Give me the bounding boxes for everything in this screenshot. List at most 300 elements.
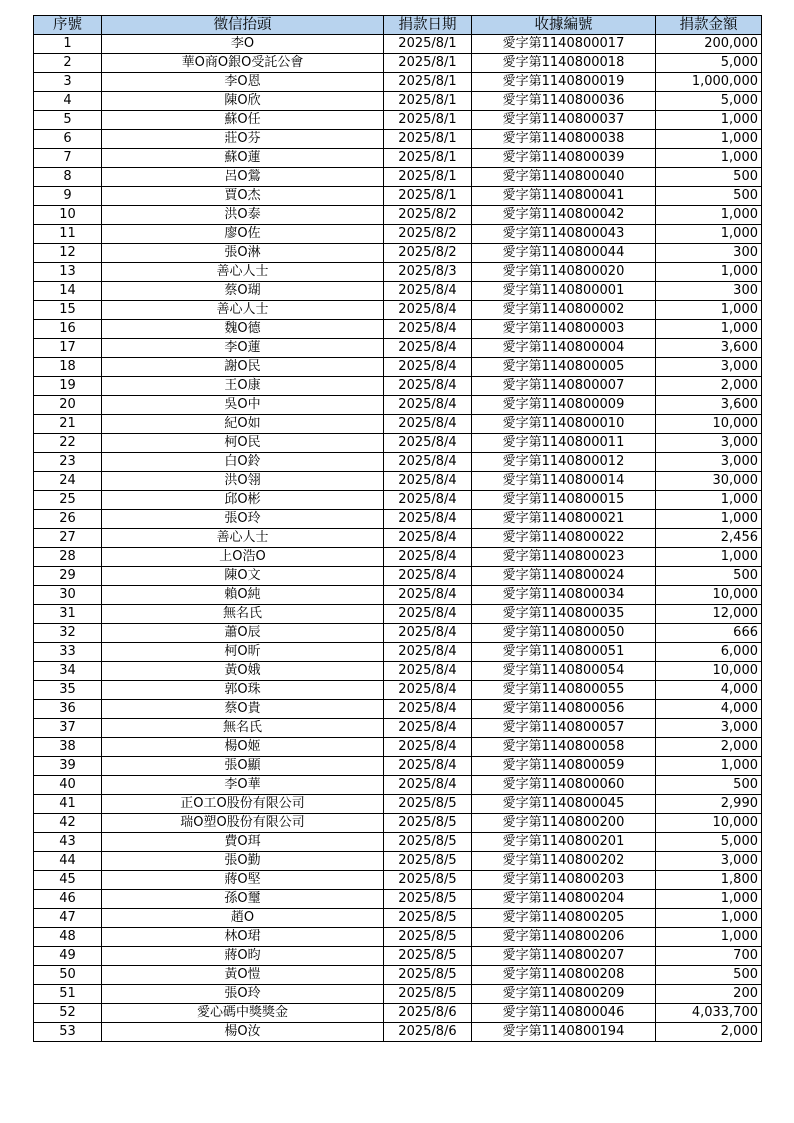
cell-seq: 16: [34, 320, 102, 339]
cell-seq: 12: [34, 244, 102, 263]
cell-name: 莊O芬: [102, 130, 384, 149]
cell-seq: 20: [34, 396, 102, 415]
header-seq: 序號: [34, 16, 102, 35]
cell-amount: 1,000: [656, 111, 762, 130]
cell-name: 洪O泰: [102, 206, 384, 225]
cell-name: 白O鈴: [102, 453, 384, 472]
cell-seq: 21: [34, 415, 102, 434]
cell-name: 蘇O任: [102, 111, 384, 130]
cell-date: 2025/8/1: [384, 168, 472, 187]
cell-seq: 50: [34, 966, 102, 985]
cell-name: 賈O杰: [102, 187, 384, 206]
cell-date: 2025/8/4: [384, 282, 472, 301]
cell-receipt: 愛字第1140800051: [472, 643, 656, 662]
cell-date: 2025/8/5: [384, 833, 472, 852]
table-row: [34, 73, 762, 92]
cell-seq: 11: [34, 225, 102, 244]
table-row: [34, 909, 762, 928]
cell-name: 善心人士: [102, 263, 384, 282]
cell-seq: 32: [34, 624, 102, 643]
cell-date: 2025/8/4: [384, 586, 472, 605]
cell-date: 2025/8/4: [384, 491, 472, 510]
cell-date: 2025/8/4: [384, 776, 472, 795]
cell-date: 2025/8/4: [384, 320, 472, 339]
table-row: [34, 1023, 762, 1042]
cell-seq: 19: [34, 377, 102, 396]
cell-name: 洪O翎: [102, 472, 384, 491]
cell-date: 2025/8/4: [384, 681, 472, 700]
cell-name: 瑞O塑O股份有限公司: [102, 814, 384, 833]
cell-amount: 10,000: [656, 662, 762, 681]
table-row: [34, 871, 762, 890]
cell-date: 2025/8/5: [384, 890, 472, 909]
cell-amount: 3,000: [656, 453, 762, 472]
cell-receipt: 愛字第1140800037: [472, 111, 656, 130]
cell-receipt: 愛字第1140800020: [472, 263, 656, 282]
table-row: [34, 776, 762, 795]
cell-name: 紀O如: [102, 415, 384, 434]
cell-receipt: 愛字第1140800004: [472, 339, 656, 358]
table-row: [34, 263, 762, 282]
table-row: [34, 510, 762, 529]
cell-date: 2025/8/2: [384, 225, 472, 244]
cell-amount: 10,000: [656, 415, 762, 434]
cell-date: 2025/8/4: [384, 624, 472, 643]
cell-seq: 25: [34, 491, 102, 510]
table-row: [34, 814, 762, 833]
cell-seq: 4: [34, 92, 102, 111]
table-row: [34, 358, 762, 377]
cell-receipt: 愛字第1140800209: [472, 985, 656, 1004]
table-row: [34, 92, 762, 111]
cell-date: 2025/8/1: [384, 92, 472, 111]
cell-receipt: 愛字第1140800206: [472, 928, 656, 947]
table-row: [34, 472, 762, 491]
cell-name: 柯O昕: [102, 643, 384, 662]
cell-date: 2025/8/4: [384, 757, 472, 776]
cell-name: 廖O佐: [102, 225, 384, 244]
header-amount: 捐款金額: [656, 16, 762, 35]
table-row: [34, 491, 762, 510]
cell-receipt: 愛字第1140800041: [472, 187, 656, 206]
cell-amount: 10,000: [656, 586, 762, 605]
cell-amount: 1,000: [656, 149, 762, 168]
cell-date: 2025/8/1: [384, 130, 472, 149]
cell-name: 邱O彬: [102, 491, 384, 510]
cell-receipt: 愛字第1140800003: [472, 320, 656, 339]
table-row: [34, 890, 762, 909]
cell-receipt: 愛字第1140800054: [472, 662, 656, 681]
cell-seq: 43: [34, 833, 102, 852]
header-name: 徵信抬頭: [102, 16, 384, 35]
cell-name: 張O玲: [102, 985, 384, 1004]
cell-name: 賴O純: [102, 586, 384, 605]
cell-receipt: 愛字第1140800207: [472, 947, 656, 966]
table-row: [34, 225, 762, 244]
table-body: [34, 35, 762, 1042]
cell-receipt: 愛字第1140800050: [472, 624, 656, 643]
cell-receipt: 愛字第1140800194: [472, 1023, 656, 1042]
cell-name: 楊O汝: [102, 1023, 384, 1042]
cell-name: 陳O文: [102, 567, 384, 586]
cell-date: 2025/8/5: [384, 928, 472, 947]
cell-date: 2025/8/6: [384, 1004, 472, 1023]
cell-name: 趙O: [102, 909, 384, 928]
cell-seq: 10: [34, 206, 102, 225]
cell-seq: 41: [34, 795, 102, 814]
cell-receipt: 愛字第1140800040: [472, 168, 656, 187]
table-row: [34, 282, 762, 301]
cell-date: 2025/8/4: [384, 415, 472, 434]
cell-name: 張O淋: [102, 244, 384, 263]
cell-date: 2025/8/4: [384, 548, 472, 567]
cell-amount: 200,000: [656, 35, 762, 54]
cell-amount: 3,600: [656, 396, 762, 415]
table-row: [34, 643, 762, 662]
cell-date: 2025/8/4: [384, 662, 472, 681]
cell-seq: 30: [34, 586, 102, 605]
cell-amount: 1,800: [656, 871, 762, 890]
cell-date: 2025/8/4: [384, 529, 472, 548]
cell-amount: 3,600: [656, 339, 762, 358]
cell-name: 黃O愷: [102, 966, 384, 985]
cell-amount: 3,000: [656, 358, 762, 377]
cell-name: 張O玲: [102, 510, 384, 529]
cell-receipt: 愛字第1140800058: [472, 738, 656, 757]
cell-amount: 5,000: [656, 54, 762, 73]
table-row: [34, 719, 762, 738]
cell-seq: 44: [34, 852, 102, 871]
header-receipt: 收據編號: [472, 16, 656, 35]
cell-seq: 24: [34, 472, 102, 491]
cell-amount: 500: [656, 776, 762, 795]
cell-seq: 15: [34, 301, 102, 320]
cell-amount: 1,000,000: [656, 73, 762, 92]
cell-date: 2025/8/1: [384, 111, 472, 130]
table-row: [34, 149, 762, 168]
table-row: [34, 852, 762, 871]
cell-amount: 1,000: [656, 491, 762, 510]
cell-date: 2025/8/4: [384, 472, 472, 491]
cell-amount: 6,000: [656, 643, 762, 662]
cell-seq: 53: [34, 1023, 102, 1042]
cell-receipt: 愛字第1140800208: [472, 966, 656, 985]
cell-receipt: 愛字第1140800045: [472, 795, 656, 814]
cell-receipt: 愛字第1140800039: [472, 149, 656, 168]
cell-receipt: 愛字第1140800200: [472, 814, 656, 833]
table-row: [34, 605, 762, 624]
cell-date: 2025/8/4: [384, 434, 472, 453]
cell-amount: 12,000: [656, 605, 762, 624]
cell-date: 2025/8/5: [384, 947, 472, 966]
table-row: [34, 833, 762, 852]
cell-date: 2025/8/4: [384, 453, 472, 472]
cell-date: 2025/8/4: [384, 396, 472, 415]
cell-seq: 3: [34, 73, 102, 92]
table-row: [34, 548, 762, 567]
table-row: [34, 35, 762, 54]
cell-amount: 5,000: [656, 833, 762, 852]
cell-amount: 2,000: [656, 738, 762, 757]
cell-name: 蕭O辰: [102, 624, 384, 643]
header-date: 捐款日期: [384, 16, 472, 35]
cell-date: 2025/8/5: [384, 909, 472, 928]
cell-receipt: 愛字第1140800005: [472, 358, 656, 377]
table-row: [34, 738, 762, 757]
cell-amount: 1,000: [656, 130, 762, 149]
cell-receipt: 愛字第1140800038: [472, 130, 656, 149]
table-row: [34, 244, 762, 263]
cell-amount: 2,990: [656, 795, 762, 814]
cell-amount: 10,000: [656, 814, 762, 833]
cell-receipt: 愛字第1140800007: [472, 377, 656, 396]
cell-amount: 666: [656, 624, 762, 643]
cell-name: 李O恩: [102, 73, 384, 92]
table-row: [34, 947, 762, 966]
cell-date: 2025/8/4: [384, 643, 472, 662]
cell-amount: 30,000: [656, 472, 762, 491]
cell-amount: 1,000: [656, 548, 762, 567]
cell-receipt: 愛字第1140800035: [472, 605, 656, 624]
table-row: [34, 795, 762, 814]
table-row: [34, 586, 762, 605]
cell-receipt: 愛字第1140800012: [472, 453, 656, 472]
cell-amount: 500: [656, 168, 762, 187]
cell-amount: 1,000: [656, 263, 762, 282]
table-row: [34, 662, 762, 681]
cell-name: 李O華: [102, 776, 384, 795]
cell-seq: 2: [34, 54, 102, 73]
cell-name: 楊O姬: [102, 738, 384, 757]
cell-date: 2025/8/1: [384, 187, 472, 206]
table-row: [34, 681, 762, 700]
cell-amount: 2,456: [656, 529, 762, 548]
cell-receipt: 愛字第1140800204: [472, 890, 656, 909]
cell-date: 2025/8/4: [384, 358, 472, 377]
cell-seq: 45: [34, 871, 102, 890]
cell-receipt: 愛字第1140800203: [472, 871, 656, 890]
cell-seq: 51: [34, 985, 102, 1004]
cell-receipt: 愛字第1140800014: [472, 472, 656, 491]
cell-date: 2025/8/4: [384, 605, 472, 624]
cell-seq: 5: [34, 111, 102, 130]
table-row: [34, 700, 762, 719]
table-row: [34, 567, 762, 586]
cell-receipt: 愛字第1140800009: [472, 396, 656, 415]
cell-receipt: 愛字第1140800202: [472, 852, 656, 871]
cell-date: 2025/8/4: [384, 301, 472, 320]
cell-receipt: 愛字第1140800019: [472, 73, 656, 92]
cell-date: 2025/8/3: [384, 263, 472, 282]
cell-date: 2025/8/2: [384, 206, 472, 225]
cell-name: 無名氏: [102, 605, 384, 624]
cell-seq: 48: [34, 928, 102, 947]
table-row: [34, 54, 762, 73]
cell-name: 李O蓮: [102, 339, 384, 358]
cell-name: 林O珺: [102, 928, 384, 947]
cell-seq: 46: [34, 890, 102, 909]
cell-seq: 1: [34, 35, 102, 54]
cell-amount: 2,000: [656, 1023, 762, 1042]
cell-receipt: 愛字第1140800055: [472, 681, 656, 700]
cell-date: 2025/8/5: [384, 966, 472, 985]
cell-seq: 38: [34, 738, 102, 757]
donation-table: [33, 15, 762, 1042]
cell-name: 黃O娥: [102, 662, 384, 681]
cell-name: 上O浩O: [102, 548, 384, 567]
cell-receipt: 愛字第1140800022: [472, 529, 656, 548]
cell-date: 2025/8/4: [384, 700, 472, 719]
table-row: [34, 624, 762, 643]
cell-name: 張O勤: [102, 852, 384, 871]
cell-name: 華O商O銀O受託公會: [102, 54, 384, 73]
cell-name: 孫O璽: [102, 890, 384, 909]
cell-amount: 300: [656, 282, 762, 301]
cell-seq: 14: [34, 282, 102, 301]
cell-date: 2025/8/5: [384, 852, 472, 871]
cell-name: 謝O民: [102, 358, 384, 377]
cell-seq: 31: [34, 605, 102, 624]
table-row: [34, 396, 762, 415]
cell-amount: 1,000: [656, 928, 762, 947]
cell-amount: 2,000: [656, 377, 762, 396]
cell-seq: 22: [34, 434, 102, 453]
cell-seq: 49: [34, 947, 102, 966]
table-header-row: [34, 16, 762, 35]
cell-receipt: 愛字第1140800015: [472, 491, 656, 510]
cell-seq: 29: [34, 567, 102, 586]
cell-amount: 3,000: [656, 719, 762, 738]
table-row: [34, 757, 762, 776]
table-row: [34, 434, 762, 453]
cell-name: 無名氏: [102, 719, 384, 738]
cell-amount: 4,000: [656, 700, 762, 719]
cell-amount: 200: [656, 985, 762, 1004]
table-row: [34, 529, 762, 548]
table-row: [34, 415, 762, 434]
table-row: [34, 928, 762, 947]
cell-date: 2025/8/4: [384, 738, 472, 757]
table-row: [34, 966, 762, 985]
cell-receipt: 愛字第1140800024: [472, 567, 656, 586]
cell-date: 2025/8/4: [384, 339, 472, 358]
cell-receipt: 愛字第1140800059: [472, 757, 656, 776]
cell-date: 2025/8/6: [384, 1023, 472, 1042]
cell-name: 陳O欣: [102, 92, 384, 111]
cell-date: 2025/8/1: [384, 54, 472, 73]
cell-amount: 1,000: [656, 225, 762, 244]
cell-seq: 7: [34, 149, 102, 168]
cell-receipt: 愛字第1140800023: [472, 548, 656, 567]
table-row: [34, 206, 762, 225]
cell-name: 柯O民: [102, 434, 384, 453]
cell-seq: 36: [34, 700, 102, 719]
cell-date: 2025/8/5: [384, 795, 472, 814]
cell-seq: 8: [34, 168, 102, 187]
cell-name: 呂O鶯: [102, 168, 384, 187]
cell-amount: 1,000: [656, 757, 762, 776]
cell-seq: 52: [34, 1004, 102, 1023]
table-row: [34, 111, 762, 130]
cell-seq: 39: [34, 757, 102, 776]
cell-name: 吳O中: [102, 396, 384, 415]
cell-name: 張O顯: [102, 757, 384, 776]
cell-name: 郭O珠: [102, 681, 384, 700]
cell-amount: 500: [656, 966, 762, 985]
cell-receipt: 愛字第1140800043: [472, 225, 656, 244]
cell-name: 善心人士: [102, 529, 384, 548]
cell-amount: 500: [656, 567, 762, 586]
cell-name: 蘇O蓮: [102, 149, 384, 168]
cell-seq: 47: [34, 909, 102, 928]
table-row: [34, 320, 762, 339]
cell-seq: 27: [34, 529, 102, 548]
cell-receipt: 愛字第1140800205: [472, 909, 656, 928]
cell-seq: 18: [34, 358, 102, 377]
cell-date: 2025/8/4: [384, 377, 472, 396]
table-row: [34, 187, 762, 206]
cell-amount: 1,000: [656, 909, 762, 928]
cell-seq: 35: [34, 681, 102, 700]
cell-seq: 17: [34, 339, 102, 358]
cell-name: 愛心碼中獎獎金: [102, 1004, 384, 1023]
cell-receipt: 愛字第1140800011: [472, 434, 656, 453]
cell-name: 正O工O股份有限公司: [102, 795, 384, 814]
cell-name: 李O: [102, 35, 384, 54]
cell-date: 2025/8/1: [384, 149, 472, 168]
cell-date: 2025/8/5: [384, 871, 472, 890]
cell-name: 魏O德: [102, 320, 384, 339]
cell-amount: 1,000: [656, 510, 762, 529]
cell-receipt: 愛字第1140800046: [472, 1004, 656, 1023]
cell-amount: 700: [656, 947, 762, 966]
table-row: [34, 985, 762, 1004]
cell-name: 王O康: [102, 377, 384, 396]
cell-name: 蔣O堅: [102, 871, 384, 890]
cell-amount: 3,000: [656, 434, 762, 453]
cell-date: 2025/8/1: [384, 73, 472, 92]
cell-receipt: 愛字第1140800056: [472, 700, 656, 719]
cell-name: 蔣O昀: [102, 947, 384, 966]
cell-seq: 9: [34, 187, 102, 206]
cell-date: 2025/8/1: [384, 35, 472, 54]
cell-seq: 6: [34, 130, 102, 149]
cell-date: 2025/8/4: [384, 567, 472, 586]
cell-date: 2025/8/5: [384, 814, 472, 833]
cell-amount: 3,000: [656, 852, 762, 871]
cell-seq: 23: [34, 453, 102, 472]
table-row: [34, 339, 762, 358]
table-row: [34, 130, 762, 149]
cell-name: 費O珥: [102, 833, 384, 852]
cell-seq: 33: [34, 643, 102, 662]
table-row: [34, 377, 762, 396]
cell-receipt: 愛字第1140800002: [472, 301, 656, 320]
cell-amount: 1,000: [656, 890, 762, 909]
cell-seq: 42: [34, 814, 102, 833]
cell-name: 善心人士: [102, 301, 384, 320]
cell-amount: 1,000: [656, 301, 762, 320]
cell-date: 2025/8/4: [384, 719, 472, 738]
table-row: [34, 453, 762, 472]
cell-receipt: 愛字第1140800044: [472, 244, 656, 263]
cell-receipt: 愛字第1140800021: [472, 510, 656, 529]
cell-receipt: 愛字第1140800036: [472, 92, 656, 111]
table-row: [34, 168, 762, 187]
table-row: [34, 1004, 762, 1023]
cell-seq: 34: [34, 662, 102, 681]
cell-receipt: 愛字第1140800001: [472, 282, 656, 301]
